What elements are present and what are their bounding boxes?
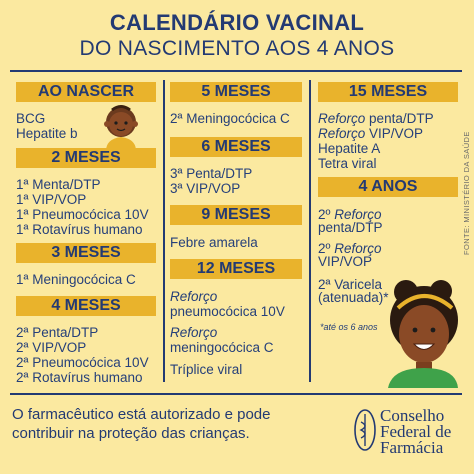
vaccine-hepatite-b: Hepatite b	[16, 126, 78, 141]
vaccine-3-vip-vop: 3ª VIP/VOP	[170, 181, 241, 196]
vaccine-reforco-vip-vop	[318, 126, 423, 141]
vaccine-3-penta-dtp: 3ª Penta/DTP	[170, 166, 253, 181]
vaccine-penta-dtp: penta/DTP	[369, 111, 434, 126]
page-subtitle: DO NASCIMENTO AOS 4 ANOS	[79, 37, 395, 60]
baby-illustration	[100, 101, 142, 151]
vaccine-varicela-atenuada: (atenuada)*	[318, 290, 389, 305]
bottom-divider	[10, 393, 462, 395]
vaccine-2-meningococica: 2ª Meningocócica C	[170, 111, 290, 126]
vaccine-reforco-penta-dtp	[318, 111, 434, 126]
header-5-meses: 5 MESES	[170, 82, 302, 102]
dose-number: 2º	[318, 207, 331, 222]
dose-number: 2º	[318, 241, 331, 256]
footer-message	[12, 405, 271, 443]
vaccine-1-rotavirus: 1ª Rotavírus humano	[16, 222, 143, 237]
header-6-meses: 6 MESES	[170, 137, 302, 157]
column-divider-1	[163, 80, 165, 382]
header-2-meses: 2 MESES	[16, 148, 156, 168]
vaccine-2-vip-vop: 2ª VIP/VOP	[16, 340, 87, 355]
header-3-meses: 3 MESES	[16, 243, 156, 263]
header-9-meses: 9 MESES	[170, 205, 302, 225]
vaccine-1-vip-vop: 1ª VIP/VOP	[16, 192, 87, 207]
reforco-label: Reforço	[318, 111, 366, 126]
vaccine-2-reforco-penta-dtp: penta/DTP	[318, 220, 383, 235]
vaccine-1-penta-dtp: 1ª Menta/DTP	[16, 177, 101, 192]
cff-logo-line-1: Conselho	[380, 406, 445, 425]
footer-line-1: O farmacêutico está autorizado e pode	[12, 406, 271, 423]
header-4-meses: 4 MESES	[16, 296, 156, 316]
vaccine-reforco-pneumococica: pneumocócica 10V	[170, 304, 285, 319]
source-label: FONTE: MINISTÉRIO DA SAÚDE	[462, 131, 471, 255]
header-ao-nascer: AO NASCER	[16, 82, 156, 102]
vaccine-vip-vop: VIP/VOP	[369, 126, 424, 141]
vaccine-bcg: BCG	[16, 111, 46, 126]
vaccine-febre-amarela: Febre amarela	[170, 235, 258, 250]
vaccine-1-pneumococica: 1ª Pneumocócica 10V	[16, 207, 149, 222]
top-divider	[10, 70, 462, 72]
vaccine-2-reforco-vip-vop: VIP/VOP	[318, 254, 373, 269]
vaccine-2-varicela: 2ª Varicela	[318, 277, 383, 292]
vaccine-reforco-meningococica: meningocócica C	[170, 340, 274, 355]
reforco-label: Reforço	[170, 325, 218, 340]
header-15-meses: 15 MESES	[318, 82, 458, 102]
cff-logo-line-2: Federal de	[380, 422, 452, 441]
footer-line-2: contribuir na proteção das crianças.	[12, 425, 250, 442]
cff-logo-text	[380, 408, 451, 456]
reforco-label: Reforço	[334, 241, 382, 256]
vaccine-2-pneumococica: 2ª Pneumocócica 10V	[16, 355, 149, 370]
vaccine-hepatite-a: Hepatite A	[318, 141, 381, 156]
child-illustration	[384, 278, 458, 388]
header-4-anos: 4 ANOS	[318, 177, 458, 197]
vaccine-2-penta-dtp: 2ª Penta/DTP	[16, 325, 99, 340]
footnote-ate-6-anos: *até os 6 anos	[320, 322, 378, 332]
cff-seal-icon	[353, 408, 377, 452]
cff-logo-line-3: Farmácia	[380, 438, 444, 457]
vaccine-tetra-viral: Tetra viral	[318, 156, 377, 171]
column-divider-2	[309, 80, 311, 382]
reforco-label: Reforço	[170, 289, 218, 304]
reforco-label: Reforço	[334, 207, 382, 222]
header-12-meses: 12 MESES	[170, 259, 302, 279]
vaccine-triplice-viral: Tríplice viral	[170, 362, 243, 377]
vaccine-1-meningococica: 1ª Meningocócica C	[16, 272, 136, 287]
page-title: CALENDÁRIO VACINAL	[109, 10, 365, 35]
vaccine-2-rotavirus: 2ª Rotavírus humano	[16, 370, 143, 385]
reforco-label: Reforço	[318, 126, 366, 141]
